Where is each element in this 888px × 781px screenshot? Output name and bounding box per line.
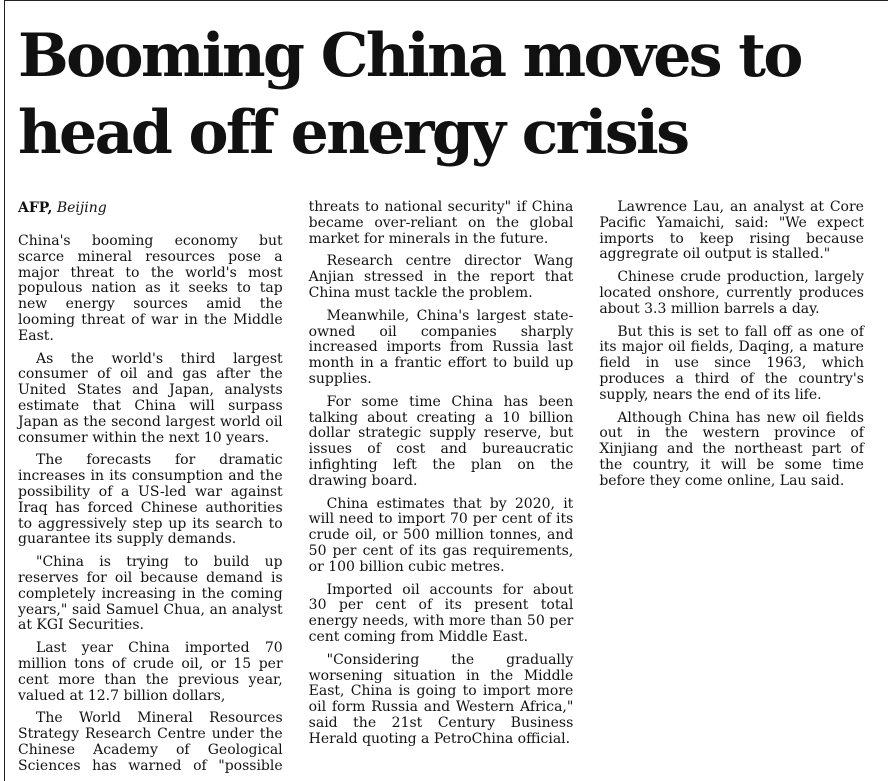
article-paragraph: Chinese crude production, largely located onshore, currently produces about 3.3 million barrels a day.	[599, 269, 864, 317]
byline-city: Beijing	[56, 200, 107, 216]
article-body	[18, 200, 864, 775]
article-paragraph: For some time China has been talking about creating a 10 billion dollar strategic supply reserve, but issues of cost and bureaucratic infighting left the plan on the drawing board.	[308, 393, 574, 489]
article-paragraph: "Considering the gradually worsening situation in the Middle East, China is going to import more oil form Russia and Western Africa," said the 21st Century Business Herald quoting a PetroChina official.	[308, 651, 574, 747]
article-paragraph: The World Mineral Resources Strategy Research Centre under the Chinese Academy of Geological Sciences has warned of "possible threats to national security" if China became over-reliant on the global market for minerals in the future.	[18, 199, 574, 774]
article-paragraph: Meanwhile, China's largest state-owned oil companies sharply increased imports from Russia last month in a frantic effort to build up supplies.	[308, 307, 574, 387]
article-paragraph: Although China has new oil fields out in the western province of Xinjiang and the northeast part of the country, it will be some time before they come online, Lau said.	[599, 409, 864, 489]
article-paragraph: Research centre director Wang Anjian stressed in the report that China must tackle the problem.	[308, 253, 574, 301]
article-paragraph: China's booming economy but scarce mineral resources pose a major threat to the world's most populous nation as it seeks to tap new energy sources amid the looming threat of war in the Middle East.	[18, 233, 283, 344]
article-paragraph: Imported oil accounts for about 30 per cent of its present total energy needs, with more than 50 per cent coming from Middle East.	[308, 581, 574, 645]
byline	[18, 200, 283, 216]
article-paragraph: Lawrence Lau, an analyst at Core Pacific Yamaichi, said: "We expect imports to keep rising because aggregrate oil output is stalled."	[599, 199, 864, 263]
article-paragraph: Last year China imported 70 million tons of crude oil, or 15 per cent more than the previous year, valued at 12.7 billion dollars,	[18, 640, 283, 704]
article-paragraph: The forecasts for dramatic increases in its consumption and the possibility of a US-led war against Iraq has forced Chinese authorities to aggressively step up its search to guarantee its supply demands.	[18, 452, 283, 548]
byline-agency: AFP,	[18, 200, 53, 216]
left-border-rule	[4, 0, 5, 781]
article-headline: Booming China moves to head off energy crisis	[18, 21, 801, 168]
article-paragraph: But this is set to fall off as one of its major oil fields, Daqing, a mature field in use since 1963, which produces a third of the country's supply, nears the end of its life.	[599, 323, 864, 403]
article-paragraph: China estimates that by 2020, it will need to import 70 per cent of its crude oil, or 500 million tonnes, and 50 per cent of its gas requirements, or 100 billion cubic metres.	[308, 495, 574, 575]
article-paragraph: As the world's third largest consumer of oil and gas after the United States and Japan, analysts estimate that China will surpass Japan as the second largest world oil consumer within the next 10 years.	[18, 350, 283, 446]
article-paragraph: "China is trying to build up reserves for oil because demand is completely increasing in the coming years," said Samuel Chua, an analyst at KGI Securities.	[18, 554, 283, 634]
top-border-rule	[4, 0, 888, 1]
